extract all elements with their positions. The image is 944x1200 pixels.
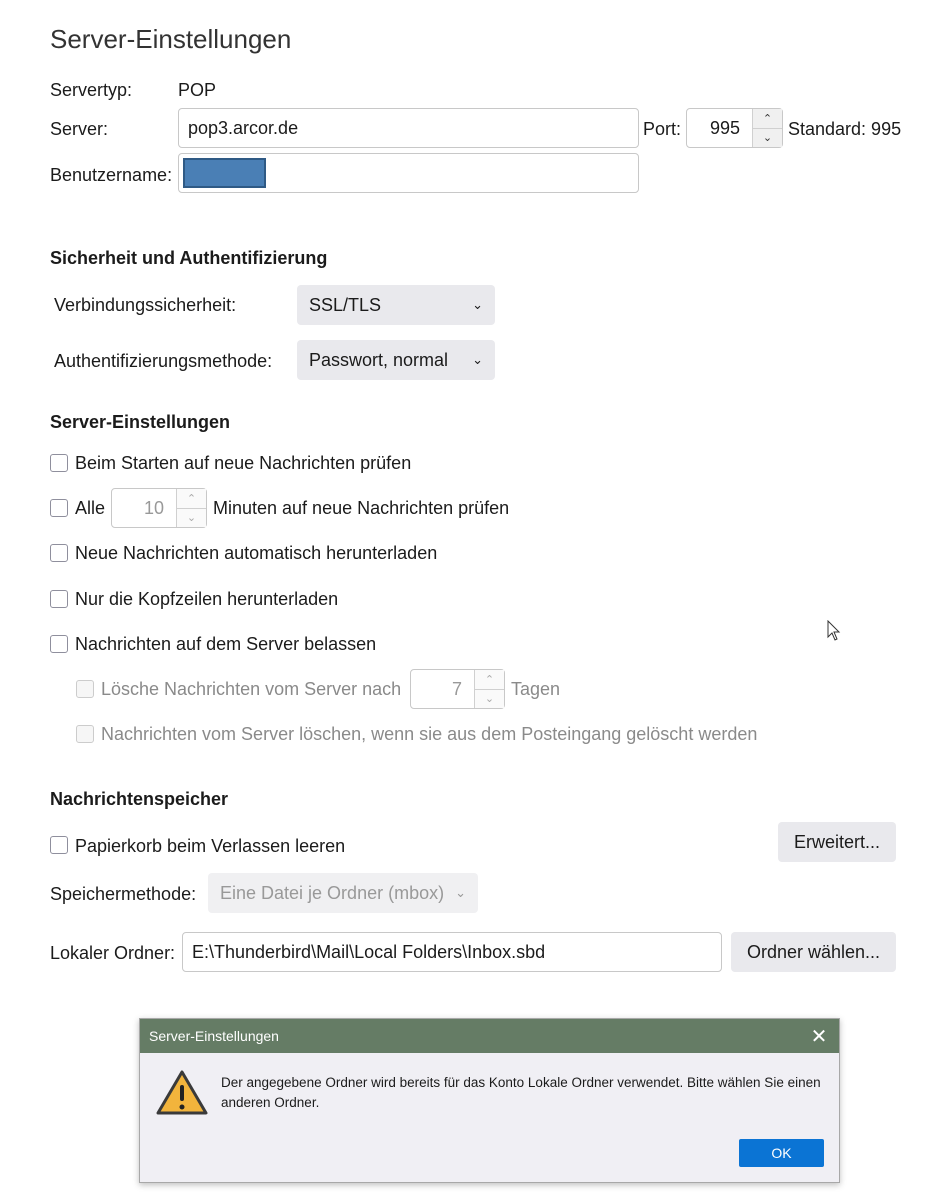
check-every-suffix: Minuten auf neue Nachrichten prüfen — [213, 498, 510, 518]
delete-after-label: Lösche Nachrichten vom Server nach — [101, 679, 402, 699]
delete-when-deleted-checkbox[interactable] — [76, 725, 94, 743]
chevron-up-icon[interactable]: ⌃ — [753, 109, 782, 129]
connection-security-select[interactable] — [297, 285, 495, 325]
local-folder-label: Lokaler Ordner: — [50, 943, 176, 963]
storage-method-select[interactable] — [208, 873, 478, 913]
check-every-label: Alle — [75, 498, 106, 518]
close-icon[interactable]: ✕ — [810, 1025, 828, 1048]
empty-trash-checkbox[interactable] — [50, 836, 68, 854]
chevron-up-icon[interactable]: ⌃ — [177, 489, 206, 509]
username-input[interactable] — [178, 153, 639, 193]
chevron-down-icon: ⌄ — [472, 297, 483, 312]
choose-folder-button[interactable]: Ordner wählen... — [731, 932, 896, 972]
storage-heading: Nachrichtenspeicher — [50, 789, 229, 809]
server-value: pop3.arcor.de — [188, 117, 299, 138]
advanced-button[interactable]: Erweitert... — [778, 822, 896, 862]
chevron-down-icon[interactable]: ⌄ — [475, 690, 504, 709]
server-settings-heading: Server-Einstellungen — [50, 412, 231, 432]
delete-after-suffix: Tagen — [511, 679, 561, 699]
connection-security-value: SSL/TLS — [309, 294, 382, 315]
local-folder-value: E:\Thunderbird\Mail\Local Folders\Inbox.sbd — [192, 941, 546, 962]
username-label: Benutzername: — [50, 165, 173, 185]
port-value: 995 — [709, 117, 740, 138]
server-label: Server: — [50, 119, 109, 139]
port-stepper[interactable] — [686, 108, 783, 148]
port-label: Port: — [643, 119, 682, 139]
days-value: 7 — [451, 678, 462, 699]
auto-download-label: Neue Nachrichten automatisch herunterladen — [75, 543, 438, 563]
check-every-checkbox[interactable] — [50, 499, 68, 517]
minutes-stepper[interactable] — [111, 488, 207, 528]
delete-after-checkbox[interactable] — [76, 680, 94, 698]
check-on-start-label: Beim Starten auf neue Nachrichten prüfen — [75, 453, 412, 473]
auth-method-select[interactable] — [297, 340, 495, 380]
page-title: Server-Einstellungen — [50, 24, 292, 54]
auto-download-checkbox[interactable] — [50, 544, 68, 562]
empty-trash-label: Papierkorb beim Verlassen leeren — [75, 836, 346, 856]
chevron-down-icon[interactable]: ⌄ — [753, 129, 782, 148]
server-type-label: Servertyp: — [50, 80, 133, 100]
server-input[interactable] — [178, 108, 639, 148]
dialog-message: Der angegebene Ordner wird bereits für das Konto Lokale Ordner verwendet. Bitte wählen Sie einen anderen Ordner. — [221, 1075, 821, 1110]
minutes-value: 10 — [143, 497, 164, 518]
chevron-down-icon: ⌄ — [472, 352, 483, 367]
auth-method-label: Authentifizierungsmethode: — [54, 351, 273, 371]
redacted-username — [183, 158, 266, 188]
chevron-down-icon: ⌄ — [455, 885, 466, 900]
leave-on-server-checkbox[interactable] — [50, 635, 68, 653]
connection-security-label: Verbindungssicherheit: — [54, 295, 237, 315]
warning-icon — [156, 1069, 208, 1117]
dialog-title: Server-Einstellungen — [149, 1028, 279, 1044]
days-stepper[interactable] — [410, 669, 505, 709]
server-type-value: POP — [178, 80, 217, 100]
check-on-start-checkbox[interactable] — [50, 454, 68, 472]
delete-when-deleted-label: Nachrichten vom Server löschen, wenn sie aus dem Posteingang gelöscht werden — [101, 724, 758, 744]
port-standard: Standard: 995 — [788, 119, 902, 139]
mouse-cursor-icon — [827, 620, 841, 642]
headers-only-label: Nur die Kopfzeilen herunterladen — [75, 589, 339, 609]
auth-method-value: Passwort, normal — [309, 349, 449, 370]
local-folder-input[interactable] — [182, 932, 722, 972]
dialog-titlebar — [140, 1019, 839, 1053]
chevron-up-icon[interactable]: ⌃ — [475, 670, 504, 690]
security-heading: Sicherheit und Authentifizierung — [50, 248, 328, 268]
storage-method-label: Speichermethode: — [50, 884, 197, 904]
ok-button[interactable]: OK — [739, 1139, 824, 1167]
headers-only-checkbox[interactable] — [50, 590, 68, 608]
leave-on-server-label: Nachrichten auf dem Server belassen — [75, 634, 377, 654]
storage-method-value: Eine Datei je Ordner (mbox) — [220, 882, 445, 903]
error-dialog — [139, 1018, 840, 1183]
chevron-down-icon[interactable]: ⌄ — [177, 509, 206, 528]
